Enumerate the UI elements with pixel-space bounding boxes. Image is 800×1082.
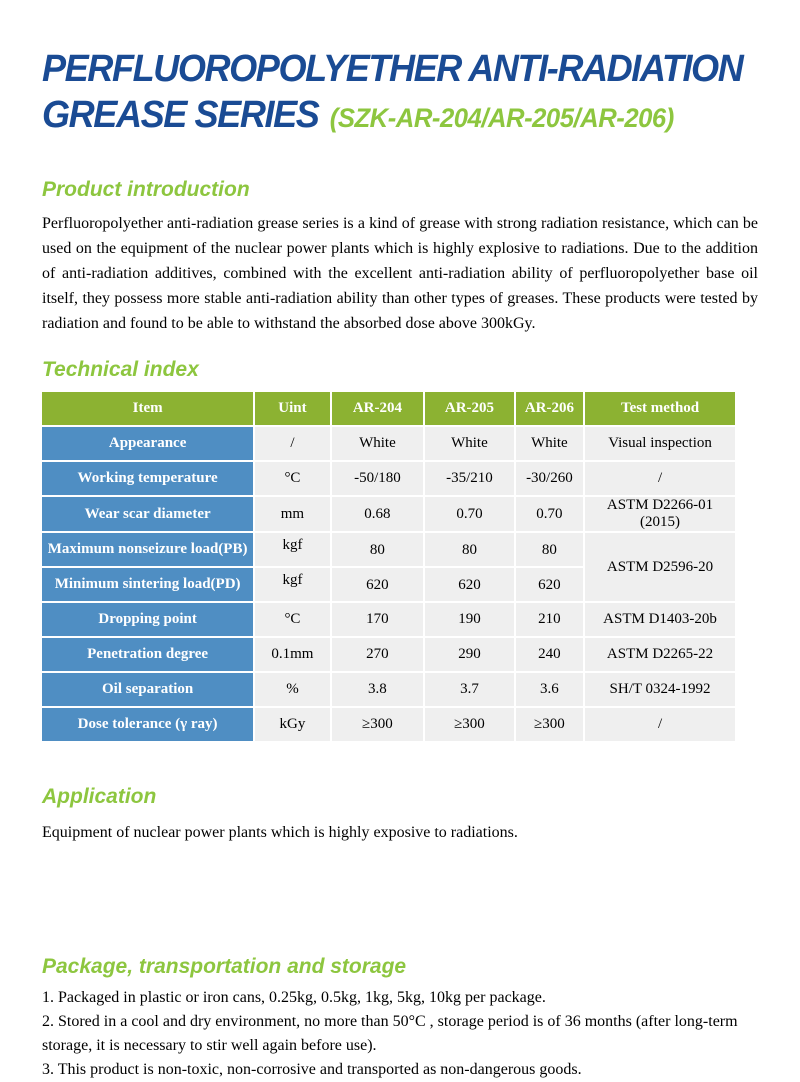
unit-cell: mm — [255, 497, 329, 531]
value-cell: 270 — [332, 638, 424, 671]
value-cell: ≥300 — [425, 708, 514, 741]
test-method-cell: ASTM D2266-01 (2015) — [585, 497, 735, 531]
value-cell: White — [425, 427, 514, 460]
document-title — [42, 0, 743, 141]
section-heading-product-introduction: Product introduction — [42, 178, 250, 201]
column-header-item: Item — [42, 392, 253, 425]
value-cell: 240 — [516, 638, 583, 671]
title-line-2 — [42, 92, 722, 141]
item-cell: Dropping point — [42, 603, 253, 636]
unit-cell: 0.1mm — [255, 638, 329, 671]
value-cell: 80 — [425, 533, 514, 566]
item-cell: Working temperature — [42, 462, 253, 495]
test-method-cell-merged: ASTM D2596-20 — [585, 533, 735, 601]
table-row — [42, 708, 735, 741]
column-header-test-method: Test method — [585, 392, 735, 425]
item-cell: Penetration degree — [42, 638, 253, 671]
test-method-cell: / — [585, 708, 735, 741]
table-row — [42, 603, 735, 636]
table-row — [42, 497, 735, 531]
unit-cell: °C — [255, 603, 329, 636]
item-cell: Appearance — [42, 427, 253, 460]
value-cell: -35/210 — [425, 462, 514, 495]
value-cell: 80 — [332, 533, 424, 566]
application-text: Equipment of nuclear power plants which is highly exposive to radiations. — [42, 824, 518, 841]
item-cell: Maximum nonseizure load(PB) — [42, 533, 253, 566]
item-cell: Wear scar diameter — [42, 497, 253, 531]
column-header-ar205: AR-205 — [425, 392, 514, 425]
value-cell: 3.8 — [332, 673, 424, 706]
value-cell: 620 — [332, 568, 424, 601]
item-cell: Minimum sintering load(PD) — [42, 568, 253, 601]
column-header-ar206: AR-206 — [516, 392, 583, 425]
table-row — [42, 638, 735, 671]
test-method-cell: / — [585, 462, 735, 495]
table-row — [42, 533, 735, 566]
package-list — [42, 986, 758, 1082]
value-cell: -50/180 — [332, 462, 424, 495]
unit-cell: / — [255, 427, 329, 460]
unit-cell: kGy — [255, 708, 329, 741]
section-heading-package: Package, transportation and storage — [42, 955, 407, 978]
test-method-cell: ASTM D1403-20b — [585, 603, 735, 636]
value-cell: 0.68 — [332, 497, 424, 531]
value-cell: 3.6 — [516, 673, 583, 706]
value-cell: 290 — [425, 638, 514, 671]
title-model-codes: (SZK-AR-204/AR-205/AR-206) — [329, 103, 674, 133]
value-cell: 190 — [425, 603, 514, 636]
test-method-cell: Visual inspection — [585, 427, 735, 460]
column-header-ar204: AR-204 — [332, 392, 424, 425]
unit-cell: % — [255, 673, 329, 706]
value-cell: 0.70 — [425, 497, 514, 531]
value-cell: 170 — [332, 603, 424, 636]
value-cell: 80 — [516, 533, 583, 566]
section-heading-application: Application — [42, 785, 157, 808]
unit-cell: kgf — [255, 533, 329, 566]
table-row — [42, 427, 735, 460]
test-method-cell: ASTM D2265-22 — [585, 638, 735, 671]
test-method-cell: SH/T 0324-1992 — [585, 673, 735, 706]
value-cell: White — [516, 427, 583, 460]
value-cell: 3.7 — [425, 673, 514, 706]
section-heading-technical-index: Technical index — [42, 358, 199, 381]
value-cell: 0.70 — [516, 497, 583, 531]
value-cell: ≥300 — [516, 708, 583, 741]
table-row — [42, 673, 735, 706]
title-line-1: PERFLUOROPOLYETHER ANTI-RADIATION — [42, 48, 743, 90]
value-cell: 620 — [425, 568, 514, 601]
title-line-2-main: GREASE SERIES — [42, 94, 319, 136]
unit-cell: °C — [255, 462, 329, 495]
package-list-item: 1. Packaged in plastic or iron cans, 0.25kg, 0.5kg, 1kg, 5kg, 10kg per package. — [42, 989, 546, 1006]
product-introduction-text: Perfluoropolyether anti-radiation grease series is a kind of grease with strong radiation resistance, which can be used on the equipment of the nuclear power plants which is highly explosive to radiations. Due to the addition of anti-radiation additives, combined with the excellent anti-radiation ability of perfluoropolyether base oil itself, they possess more stable anti-radiation ability than other types of greases. These products were tested by radiation and found to be able to withstand the absorbed dose above 300kGy. — [42, 215, 758, 332]
table-row — [42, 462, 735, 495]
item-cell: Dose tolerance (γ ray) — [42, 708, 253, 741]
column-header-uint: Uint — [255, 392, 329, 425]
value-cell: 620 — [516, 568, 583, 601]
package-list-item: 3. This product is non-toxic, non-corrosive and transported as non-dangerous goods. — [42, 1061, 582, 1078]
technical-index-table — [40, 390, 737, 743]
value-cell: 210 — [516, 603, 583, 636]
item-cell: Oil separation — [42, 673, 253, 706]
value-cell: -30/260 — [516, 462, 583, 495]
package-list-item: 2. Stored in a cool and dry environment, no more than 50°C , storage period is of 36 months (after long-term storage, it is necessary to stir well again before use). — [42, 1013, 738, 1054]
value-cell: ≥300 — [332, 708, 424, 741]
value-cell: White — [332, 427, 424, 460]
unit-cell: kgf — [255, 568, 329, 601]
table-header-row — [42, 392, 735, 425]
